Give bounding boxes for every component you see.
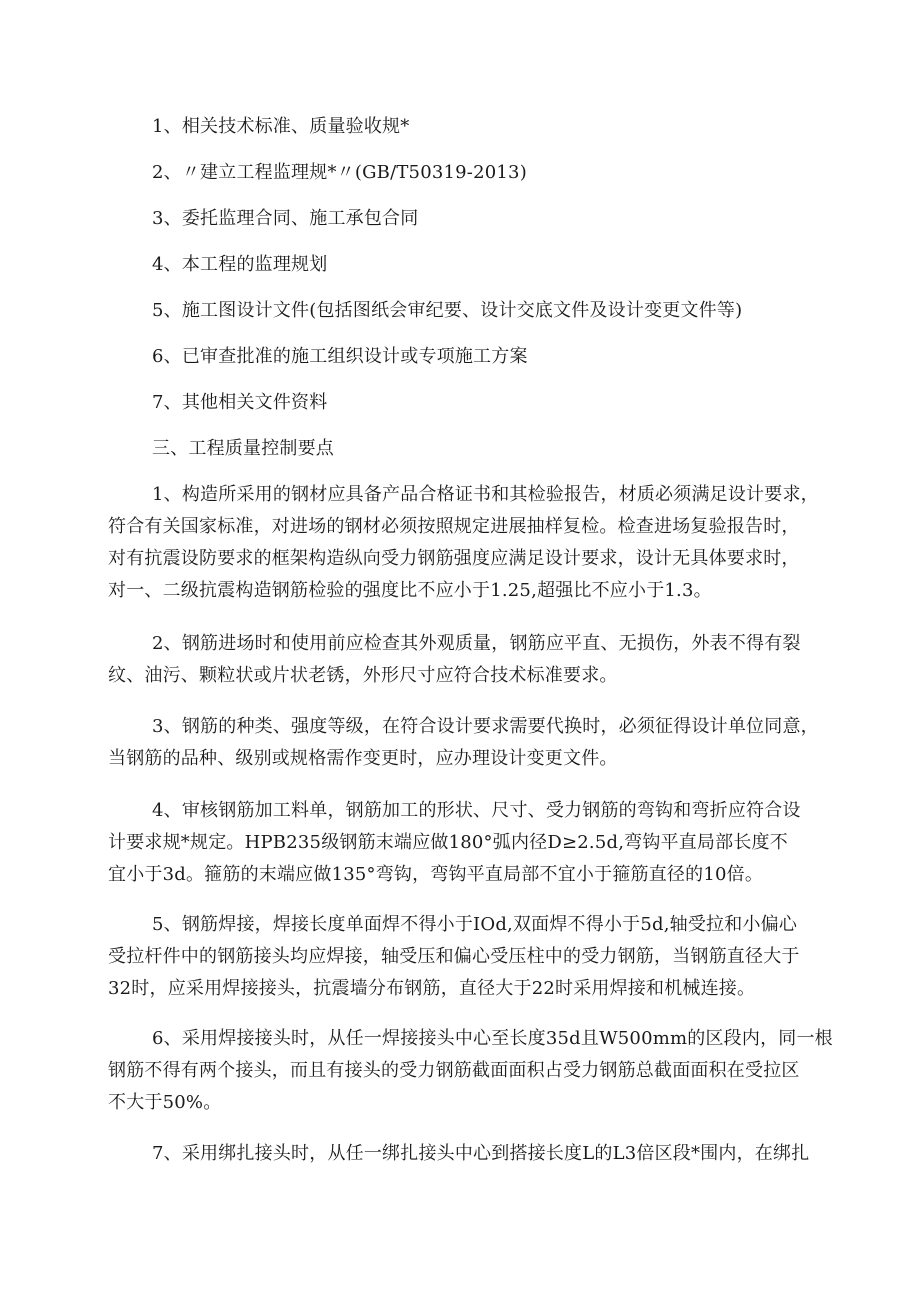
paragraph-2-line-2: 纹、油污、颗粒状或片状老锈，外形尺寸应符合技术标准要求。	[108, 665, 618, 686]
reference-item-1: 1、相关技术标准、质量验收规*	[152, 116, 410, 137]
reference-item-7: 7、其他相关文件资料	[152, 392, 328, 413]
paragraph-7-line-1: 7、采用绑扎接头时，从任一绑扎接头中心到搭接长度L的L3倍区段*围内，在绑扎	[152, 1143, 810, 1164]
paragraph-1-line-3: 对有抗震设防要求的框架构造纵向受力钢筋强度应满足设计要求，设计无具体要求时，	[108, 548, 800, 569]
paragraph-4-line-2: 计要求规*规定。HPB235级钢筋末端应做180°弧内径D≥2.5d,弯钩平直局部长度不	[108, 832, 788, 853]
reference-item-2: 2、〃建立工程监理规*〃(GB/T50319-2013)	[152, 162, 527, 183]
paragraph-2-line-1: 2、钢筋进场时和使用前应检查其外观质量，钢筋应平直、无损伤，外表不得有裂	[152, 633, 801, 654]
paragraph-4-line-1: 4、审核钢筋加工料单，钢筋加工的形状、尺寸、受力钢筋的弯钩和弯折应符合设	[152, 800, 801, 821]
paragraph-3-line-1: 3、钢筋的种类、强度等级，在符合设计要求需要代换时，必须征得设计单位同意，	[152, 716, 819, 737]
paragraph-5-line-2: 受拉杆件中的钢筋接头均应焊接，轴受压和偏心受压柱中的受力钢筋，当钢筋直径大于	[108, 946, 800, 967]
reference-item-6: 6、已审查批准的施工组织设计或专项施工方案	[152, 346, 528, 367]
paragraph-5-line-3: 32时，应采用焊接接头，抗震墙分布钢筋，直径大于22时采用焊接和机械连接。	[108, 978, 756, 999]
section-heading: 三、工程质量控制要点	[152, 438, 334, 459]
paragraph-6-line-3: 不大于50%。	[108, 1092, 222, 1113]
paragraph-1-line-2: 符合有关国家标准，对进场的钢材必须按照规定进展抽样复检。检查进场复验报告时，	[108, 516, 800, 537]
reference-item-5: 5、施工图设计文件(包括图纸会审纪要、设计交底文件及设计变更文件等)	[152, 300, 743, 321]
paragraph-1-line-4: 对一、二级抗震构造钢筋检验的强度比不应小于1.25,超强比不应小于1.3。	[108, 580, 712, 601]
paragraph-1-line-1: 1、构造所采用的钢材应具备产品合格证书和其检验报告，材质必须满足设计要求，	[152, 484, 819, 505]
reference-item-4: 4、本工程的监理规划	[152, 254, 328, 275]
paragraph-4-line-3: 宜小于3d。箍筋的末端应做135°弯钩，弯钩平直局部不宜小于箍筋直径的10倍。	[108, 864, 764, 885]
paragraph-5-line-1: 5、钢筋焊接，焊接长度单面焊不得小于IOd,双面焊不得小于5d,轴受拉和小偏心	[152, 914, 798, 935]
paragraph-6-line-2: 钢筋不得有两个接头，而且有接头的受力钢筋截面面积占受力钢筋总截面面积在受拉区	[108, 1060, 800, 1081]
paragraph-6-line-1: 6、采用焊接接头时，从任一焊接接头中心至长度35d且W500mm的区段内，同一根	[152, 1028, 833, 1049]
paragraph-3-line-2: 当钢筋的品种、级别或规格需作变更时，应办理设计变更文件。	[108, 748, 618, 769]
reference-item-3: 3、委托监理合同、施工承包合同	[152, 208, 419, 229]
